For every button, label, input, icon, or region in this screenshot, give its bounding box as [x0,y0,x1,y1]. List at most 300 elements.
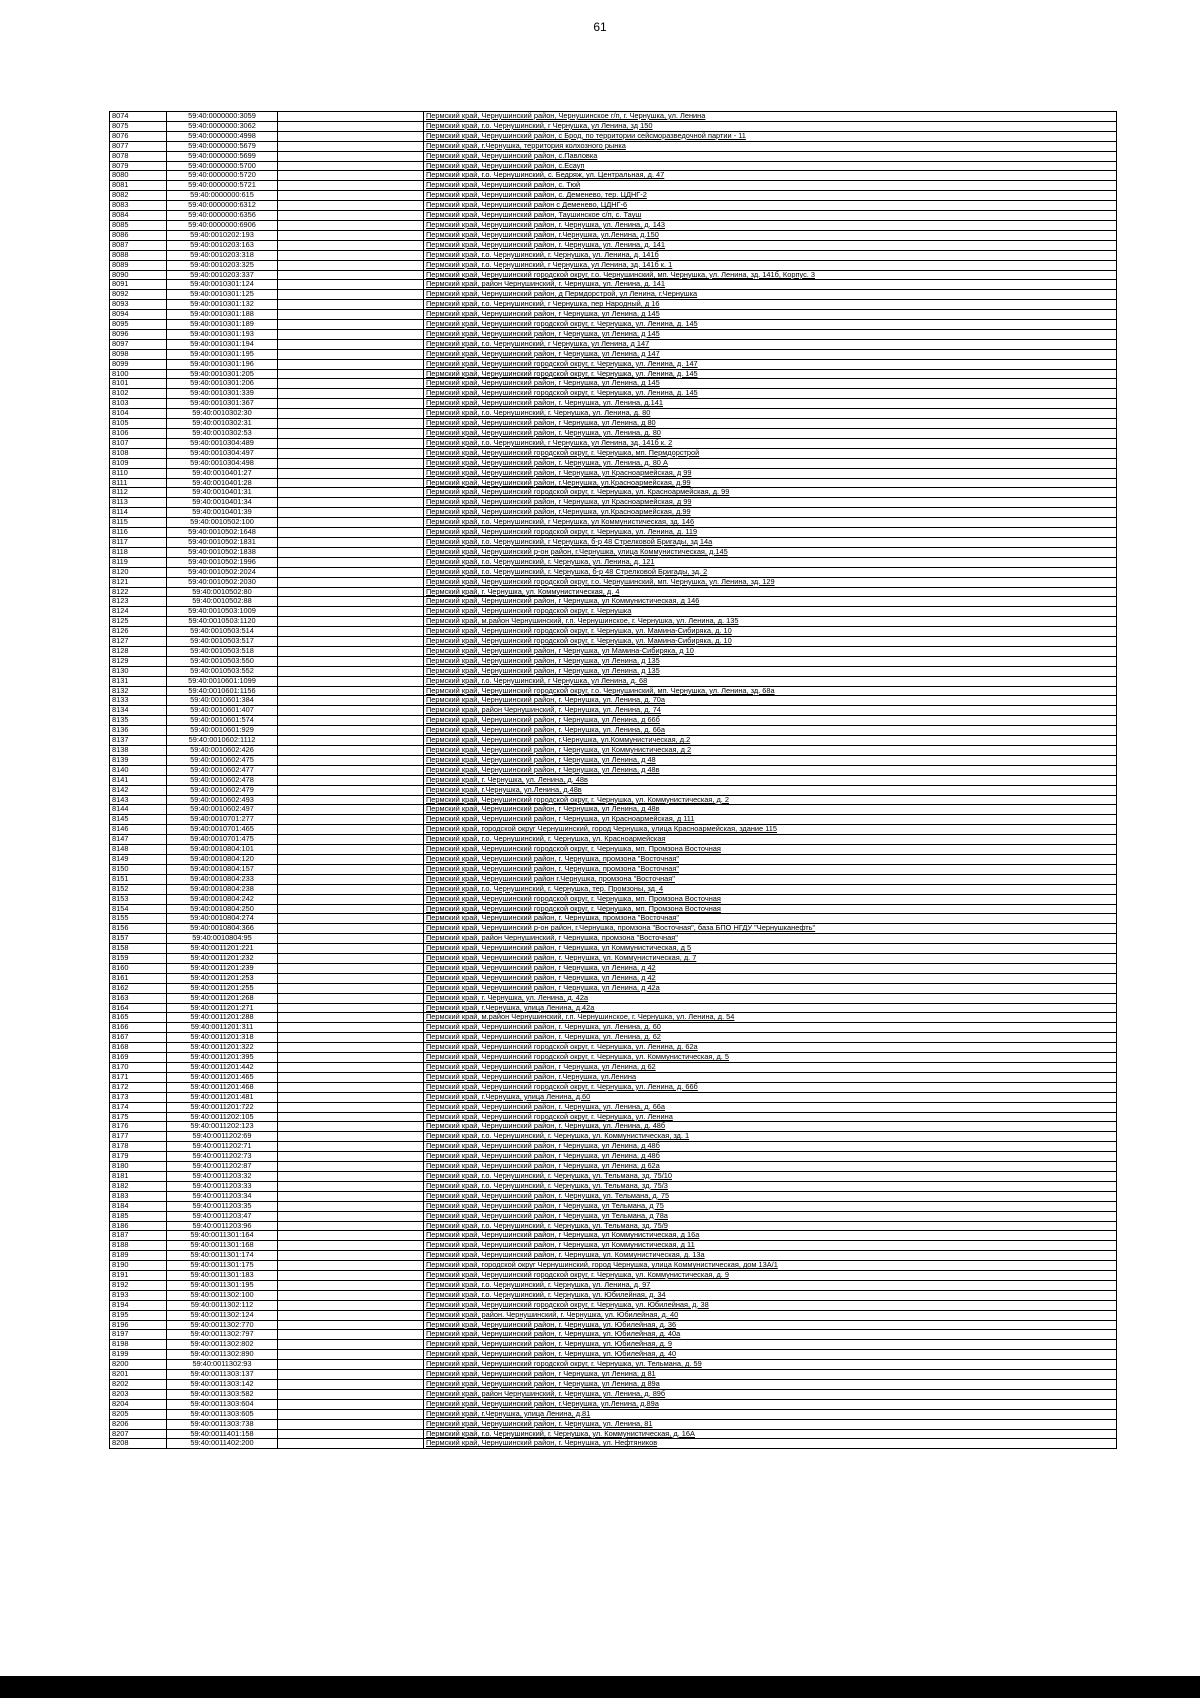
address-cell [424,1152,1117,1162]
address-cell [424,775,1117,785]
empty-cell [278,1429,424,1439]
cadastral-number-cell: 59:40:0010804:233 [167,874,278,884]
table-row [110,1092,1117,1102]
empty-cell [278,201,424,211]
address-cell [424,597,1117,607]
address-text: Пермский край, Чернушинский район, г Чернушка, ул Ленина, д 48б [426,1141,660,1151]
address-text: Пермский край, г.Чернушка, улица Ленина, д.42а [426,1003,595,1012]
address-cell [424,339,1117,349]
empty-cell [278,587,424,597]
cadastral-number-cell: 59:40:0010503:550 [167,656,278,666]
empty-cell [278,1251,424,1261]
cadastral-number-cell: 59:40:0011201:268 [167,993,278,1003]
table-row [110,1013,1117,1023]
row-number-cell: 8167 [110,1033,167,1043]
table-row [110,1271,1117,1281]
cadastral-number-cell: 59:40:0010502:88 [167,597,278,607]
row-number-cell: 8139 [110,755,167,765]
cadastral-number-cell: 59:40:0010301:339 [167,389,278,399]
row-number-cell: 8181 [110,1171,167,1181]
table-row [110,874,1117,884]
empty-cell [278,617,424,627]
address-text: Пермский край, Чернушинский городской округ, г. Чернушка, ул. Юбилейная, д. 38 [426,1300,709,1309]
table-row [110,1389,1117,1399]
table-row [110,1409,1117,1419]
address-cell [424,666,1117,676]
empty-cell [278,825,424,835]
address-text: Пермский край, Чернушинский район, г Чернушка, ул Ленина, д 81 [426,1369,656,1379]
empty-cell [278,320,424,330]
address-text: Пермский край, Чернушинский район, г Чернушка, ул Коммунистическая, д 11 [426,1240,695,1250]
address-text: Пермский край, г.о. Чернушинский, г Чернушка, б-р 48 Стрелковой Бригады, зд 14а [426,537,713,546]
table-row [110,1280,1117,1290]
table-row [110,607,1117,617]
empty-cell [278,290,424,300]
empty-cell [278,755,424,765]
empty-cell [278,835,424,845]
address-cell [424,468,1117,478]
address-cell [424,884,1117,894]
row-number-cell: 8187 [110,1231,167,1241]
row-number-cell: 8111 [110,478,167,488]
empty-cell [278,567,424,577]
table-row [110,577,1117,587]
cadastral-number-cell: 59:40:0010301:196 [167,359,278,369]
address-text: Пермский край, г.Чернушка, улица Ленина, д.60 [426,1092,591,1101]
address-cell [424,746,1117,756]
row-number-cell: 8152 [110,884,167,894]
empty-cell [278,904,424,914]
address-text: Пермский край, Чернушинский район, г Чернушка, ул Мамина-Сибиряка, д 10 [426,646,694,655]
cadastral-number-cell: 59:40:0010602:477 [167,765,278,775]
address-text: Пермский край, Чернушинский район, с Брод, по территории сейсморазведочной партии - 11 [426,131,746,140]
empty-cell [278,924,424,934]
row-number-cell: 8091 [110,280,167,290]
row-number-cell: 8156 [110,924,167,934]
cadastral-number-cell: 59:40:0010602:497 [167,805,278,815]
row-number-cell: 8189 [110,1251,167,1261]
address-cell [424,686,1117,696]
empty-cell [278,1053,424,1063]
address-cell [424,1409,1117,1419]
cadastral-number-cell: 59:40:0011401:158 [167,1429,278,1439]
table-row [110,1033,1117,1043]
row-number-cell: 8163 [110,993,167,1003]
table-row [110,1350,1117,1360]
cadastral-number-cell: 59:40:0000000:6312 [167,201,278,211]
address-text: Пермский край, г.Чернушка, территория колхозного рынка [426,141,626,150]
address-text: Пермский край, Чернушинский район, г Чернушка, ул Ленина, д 66б [426,715,660,725]
address-cell [424,1171,1117,1181]
table-row [110,528,1117,538]
address-cell [424,458,1117,468]
address-cell [424,359,1117,369]
address-cell [424,1310,1117,1320]
address-cell [424,508,1117,518]
cadastral-number-cell: 59:40:0011203:47 [167,1211,278,1221]
empty-cell [278,547,424,557]
empty-cell [278,1003,424,1013]
cadastral-number-cell: 59:40:0010701:277 [167,815,278,825]
cadastral-number-cell: 59:40:0000000:4998 [167,131,278,141]
address-text: Пермский край, г.о. Чернушинский, г. Чернушка, б-р 48 Стрелковой Бригады, зд. 2 [426,567,708,576]
cadastral-number-cell: 59:40:0010503:552 [167,666,278,676]
address-text: Пермский край, Чернушинский район, г Чернушка, ул Ленина, д 42а [426,983,660,992]
cadastral-number-cell: 59:40:0011203:34 [167,1191,278,1201]
empty-cell [278,112,424,122]
row-number-cell: 8093 [110,300,167,310]
empty-cell [278,1142,424,1152]
row-number-cell: 8146 [110,825,167,835]
table-row [110,468,1117,478]
cadastral-number-cell: 59:40:0010502:100 [167,518,278,528]
table-row [110,181,1117,191]
row-number-cell: 8080 [110,171,167,181]
table-row [110,1290,1117,1300]
address-cell [424,914,1117,924]
table-row [110,280,1117,290]
address-text: Пермский край, Чернушинский городской округ, г. Чернушка, ул. Ленина, д. 145 [426,388,698,398]
empty-cell [278,1261,424,1271]
table-row [110,1429,1117,1439]
row-number-cell: 8145 [110,815,167,825]
empty-cell [278,1389,424,1399]
empty-cell [278,666,424,676]
address-text: Пермский край, Чернушинский район, с.Есауп [426,161,585,170]
row-number-cell: 8141 [110,775,167,785]
empty-cell [278,716,424,726]
table-row [110,478,1117,488]
cadastral-number-cell: 59:40:0010804:250 [167,904,278,914]
empty-cell [278,954,424,964]
row-number-cell: 8172 [110,1082,167,1092]
table-row [110,795,1117,805]
address-cell [424,736,1117,746]
row-number-cell: 8178 [110,1142,167,1152]
table-row [110,329,1117,339]
address-cell [424,557,1117,567]
table-row [110,676,1117,686]
table-row [110,637,1117,647]
table-row [110,963,1117,973]
address-cell [424,577,1117,587]
address-cell [424,1261,1117,1271]
cadastral-number-cell: 59:40:0010401:28 [167,478,278,488]
cadastral-number-cell: 59:40:0011203:33 [167,1181,278,1191]
address-cell [424,1241,1117,1251]
row-number-cell: 8097 [110,339,167,349]
cadastral-number-cell: 59:40:0011302:100 [167,1290,278,1300]
address-text: Пермский край, Чернушинский городской округ, г. Чернушка, ул. Ленина, д. 147 [426,359,698,368]
address-cell [424,646,1117,656]
row-number-cell: 8169 [110,1053,167,1063]
row-number-cell: 8081 [110,181,167,191]
empty-cell [278,181,424,191]
address-text: Пермский край, Чернушинский район, г Чернушка, ул Ленина, д 145 [426,329,660,338]
address-cell [424,112,1117,122]
row-number-cell: 8074 [110,112,167,122]
address-text: Пермский край, Чернушинский городской округ, г.о. Чернушинский, мп. Чернушка, ул. Ленина, зд. 129 [426,577,775,586]
empty-cell [278,874,424,884]
table-row [110,755,1117,765]
cadastral-number-cell: 59:40:0011201:465 [167,1072,278,1082]
row-number-cell: 8134 [110,706,167,716]
cadastral-number-cell: 59:40:0010602:478 [167,775,278,785]
empty-cell [278,1360,424,1370]
table-row [110,854,1117,864]
cadastral-number-cell: 59:40:0011303:142 [167,1380,278,1390]
table-row [110,151,1117,161]
empty-cell [278,1063,424,1073]
empty-cell [278,864,424,874]
address-cell [424,201,1117,211]
address-cell [424,171,1117,181]
cadastral-number-cell: 59:40:0011203:32 [167,1171,278,1181]
row-number-cell: 8206 [110,1419,167,1429]
address-text: Пермский край, г.о. Чернушинский, г. Чернушка, ул. Ленина, д. 97 [426,1280,651,1289]
cadastral-number-cell: 59:40:0011201:311 [167,1023,278,1033]
cadastral-number-cell: 59:40:0010304:489 [167,438,278,448]
address-cell [424,815,1117,825]
empty-cell [278,1370,424,1380]
address-cell [424,161,1117,171]
address-text: Пермский край, Чернушинский р-он район, г.Чернушка, улица Коммунистическая, д.145 [426,547,728,556]
address-cell [424,537,1117,547]
empty-cell [278,607,424,617]
address-text: Пермский край, Чернушинский район, г Чернушка, ул Ленина, д 135 [426,666,660,675]
row-number-cell: 8160 [110,963,167,973]
cadastral-number-cell: 59:40:0000000:615 [167,191,278,201]
empty-cell [278,389,424,399]
address-text: Пермский край, Чернушинский район, г. Чернушка, ул. Ленина, д. 66а [426,725,666,735]
address-cell [424,805,1117,815]
cadastral-number-cell: 59:40:0010401:34 [167,498,278,508]
empty-cell [278,726,424,736]
row-number-cell: 8154 [110,904,167,914]
address-text: Пермский край, Чернушинский район, г Чернушка, ул Коммунистическая, д 16а [426,1230,700,1240]
cadastral-number-cell: 59:40:0010804:95 [167,934,278,944]
row-number-cell: 8161 [110,973,167,983]
address-text: Пермский край, Чернушинский район, г Чернушка, ул Тельмана, д 78а [426,1211,668,1220]
row-number-cell: 8175 [110,1112,167,1122]
table-row [110,696,1117,706]
empty-cell [278,220,424,230]
table-row [110,141,1117,151]
empty-cell [278,944,424,954]
cadastral-number-cell: 59:40:0000000:6906 [167,220,278,230]
row-number-cell: 8174 [110,1102,167,1112]
table-row [110,864,1117,874]
cadastral-number-cell: 59:40:0011302:124 [167,1310,278,1320]
address-cell [424,627,1117,637]
address-cell [424,894,1117,904]
address-text: Пермский край, г.о. Чернушинский, г. Чернушка, ул. Тельмана, зд. 75/3 [426,1181,668,1190]
table-row [110,825,1117,835]
address-text: Пермский край, Чернушинский район, г Чернушка, ул Ленина, д 147 [426,349,660,358]
address-text: Пермский край, Чернушинский городской округ, г. Чернушка, ул. Мамина-Сибиряка, д. 10 [426,636,732,646]
cadastral-number-cell: 59:40:0010601:384 [167,696,278,706]
row-number-cell: 8095 [110,320,167,330]
empty-cell [278,310,424,320]
address-cell [424,1370,1117,1380]
row-number-cell: 8192 [110,1280,167,1290]
table-row [110,399,1117,409]
address-cell [424,438,1117,448]
row-number-cell: 8190 [110,1261,167,1271]
row-number-cell: 8193 [110,1290,167,1300]
address-text: Пермский край, район Чернушинский, г. Чернушка, ул. Ленина, д. 74 [426,705,661,715]
address-text: Пермский край, Чернушинский район, г Чернушка, ул Ленина, д 48 [426,755,656,764]
cadastral-number-cell: 59:40:0011303:605 [167,1409,278,1419]
address-cell [424,1350,1117,1360]
register-table-body [110,112,1117,1449]
cadastral-number-cell: 59:40:0011303:604 [167,1399,278,1409]
cadastral-number-cell: 59:40:0010804:242 [167,894,278,904]
empty-cell [278,270,424,280]
table-row [110,1340,1117,1350]
table-row [110,617,1117,627]
address-text: Пермский край, Чернушинский район, г Чернушка, ул Ленина, д 48в [426,765,660,774]
table-row [110,518,1117,528]
cadastral-number-cell: 59:40:0011201:239 [167,963,278,973]
cadastral-number-cell: 59:40:0010301:188 [167,310,278,320]
empty-cell [278,795,424,805]
table-row [110,230,1117,240]
address-cell [424,528,1117,538]
empty-cell [278,1171,424,1181]
address-text: Пермский край, Чернушинский район, г. Чернушка, ул. Ленина, д. 62 [426,1032,661,1042]
address-cell [424,1280,1117,1290]
address-text: Пермский край, Чернушинский район, г. Чернушка, ул. Ленина, д. 48б [426,1121,666,1131]
address-cell [424,1399,1117,1409]
row-number-cell: 8114 [110,508,167,518]
table-row [110,746,1117,756]
table-row [110,775,1117,785]
address-text: Пермский край, Чернушинский район, г Чернушка, ул Ленина, д 145 [426,309,660,319]
row-number-cell: 8094 [110,310,167,320]
table-row [110,884,1117,894]
cadastral-number-cell: 59:40:0011303:137 [167,1370,278,1380]
empty-cell [278,627,424,637]
table-row [110,1370,1117,1380]
row-number-cell: 8164 [110,1003,167,1013]
cadastral-number-cell: 59:40:0010804:120 [167,854,278,864]
table-row [110,1241,1117,1251]
cadastral-number-cell: 59:40:0011201:442 [167,1063,278,1073]
cadastral-number-cell: 59:40:0011302:112 [167,1300,278,1310]
table-row [110,508,1117,518]
cadastral-number-cell: 59:40:0010502:2024 [167,567,278,577]
address-cell [424,300,1117,310]
row-number-cell: 8166 [110,1023,167,1033]
address-cell [424,1033,1117,1043]
empty-cell [278,329,424,339]
cadastral-number-cell: 59:40:0010302:30 [167,409,278,419]
row-number-cell: 8105 [110,419,167,429]
table-row [110,1162,1117,1172]
address-text: Пермский край, г.о. Чернушинский, г Чернушка, ул Коммунистическая, зд. 146 [426,517,695,527]
empty-cell [278,409,424,419]
empty-cell [278,1043,424,1053]
address-text: Пермский край, Чернушинский район, г. Чернушка, ул. Коммунистическая, д. 7 [426,953,697,963]
address-text: Пермский край, Чернушинский район, г. Чернушка, ул. Ленина, д. 80 А [426,458,668,467]
empty-cell [278,1092,424,1102]
address-text: Пермский край, Чернушинский район, г. Чернушка, промзона "Восточная" [426,913,680,923]
cadastral-number-cell: 59:40:0010601:1156 [167,686,278,696]
table-row [110,320,1117,330]
table-row [110,547,1117,557]
empty-cell [278,736,424,746]
address-text: Пермский край, Чернушинский городской округ, г. Чернушка, ул. Тельмана, д. 59 [426,1359,702,1369]
address-text: Пермский край, Чернушинский район, г. Чернушка, ул. Ленина, д. 66а [426,1102,666,1111]
row-number-cell: 8106 [110,429,167,439]
cadastral-number-cell: 59:40:0010304:497 [167,448,278,458]
empty-cell [278,518,424,528]
table-row [110,191,1117,201]
cadastral-number-cell: 59:40:0011202:87 [167,1162,278,1172]
empty-cell [278,359,424,369]
empty-cell [278,1330,424,1340]
address-text: Пермский край, Чернушинский район, г Чернушка, ул Ленина, д 80 [426,418,656,428]
cadastral-number-cell: 59:40:0010503:517 [167,637,278,647]
scan-bottom-edge [0,1676,1200,1698]
row-number-cell: 8149 [110,854,167,864]
empty-cell [278,121,424,131]
address-cell [424,825,1117,835]
address-text: Пермский край, Чернушинский район, г Чернушка, ул Ленина, д 48в [426,804,660,814]
address-cell [424,973,1117,983]
address-text: Пермский край, г. Чернушка, ул. Ленина, д. 42а [426,993,589,1002]
address-text: Пермский край, Чернушинский район с Деменево, ЦДНГ-6 [426,200,628,210]
cadastral-number-cell: 59:40:0000000:5700 [167,161,278,171]
cadastral-number-cell: 59:40:0011201:468 [167,1082,278,1092]
empty-cell [278,1201,424,1211]
address-text: Пермский край, Чернушинский район, г Чернушка, ул Коммунистическая, д 2 [426,745,692,754]
row-number-cell: 8142 [110,785,167,795]
address-cell [424,785,1117,795]
cadastral-number-cell: 59:40:0011201:322 [167,1043,278,1053]
address-cell [424,1251,1117,1261]
cadastral-number-cell: 59:40:0010502:80 [167,587,278,597]
row-number-cell: 8116 [110,528,167,538]
address-cell [424,1112,1117,1122]
empty-cell [278,1439,424,1449]
address-text: Пермский край, Чернушинский район, г. Чернушка, ул. Тельмана, д. 75 [426,1191,670,1200]
table-row [110,716,1117,726]
row-number-cell: 8132 [110,686,167,696]
address-text: Пермский край, Чернушинский район, Чернушинское г/п, г. Чернушка, ул. Ленина [426,111,706,120]
empty-cell [278,141,424,151]
row-number-cell: 8086 [110,230,167,240]
empty-cell [278,349,424,359]
row-number-cell: 8127 [110,637,167,647]
address-text: Пермский край, г.о. Чернушинский, г Чернушка, ул Ленина, зд 150 [426,121,653,130]
empty-cell [278,300,424,310]
address-cell [424,765,1117,775]
row-number-cell: 8096 [110,329,167,339]
address-cell [424,1063,1117,1073]
empty-cell [278,845,424,855]
address-cell [424,726,1117,736]
cadastral-number-cell: 59:40:0000000:3062 [167,121,278,131]
table-row [110,1191,1117,1201]
table-row [110,914,1117,924]
empty-cell [278,161,424,171]
cadastral-number-cell: 59:40:0010701:465 [167,825,278,835]
table-row [110,359,1117,369]
row-number-cell: 8123 [110,597,167,607]
row-number-cell: 8102 [110,389,167,399]
